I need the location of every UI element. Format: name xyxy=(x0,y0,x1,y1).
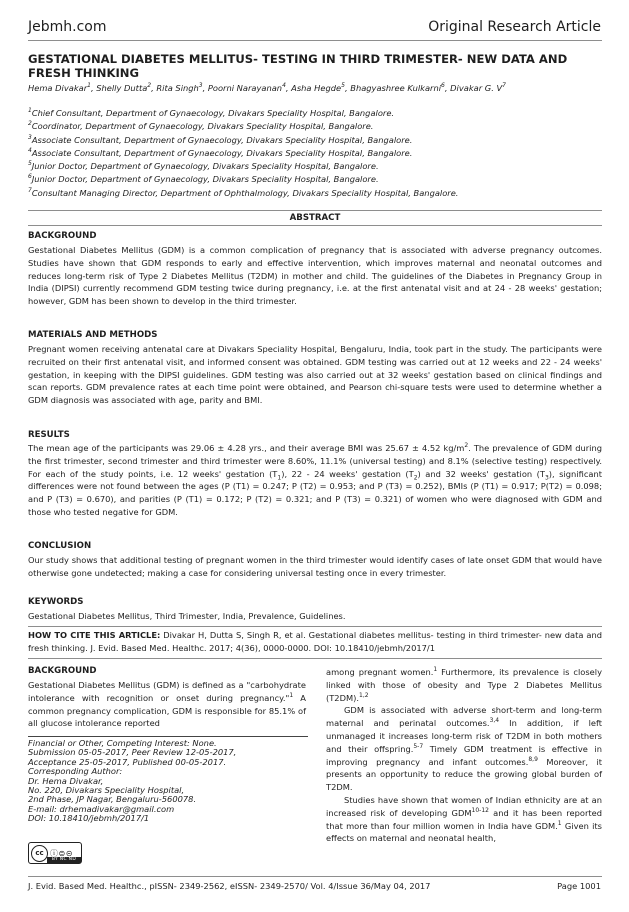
affiliation: $^7$Consultant Managing Director, Department of Ophthalmology, Divakars Speciality Hospital, Bangalore. xyxy=(28,187,459,198)
author: Rita Singh$^3$ xyxy=(156,82,203,93)
author: Asha Hegde$^5$ xyxy=(291,82,345,93)
abstract-results-text: The mean age of the participants was 29.06 ± 4.28 yrs., and their average BMI was 25.67 ± 4.52 $kg/m^2$. The prevalence of GDM during the first trimester, second trimester and third trimester were 8.60%, 11.1% (universal testing) and 8.1% (selective testing) respectively. For each of the study points, i.e. 12 weeks' gestation $(T_1)$, 22 - 24 weeks' gestation $(T_2)$ and 32 weeks' gestation $(T_3)$, significant differences were not found between the ages (P (T1) = 0.247; P (T2) = 0.953; and P (T3) = 0.252), BMIs (P (T1) = 0.917; P(T2) = 0.098; and P (T3) = 0.670), and parities (P (T1) = 0.172; P (T2) = 0.321; and P (T3) = 0.321) of women who were diagnosed with GDM and those who tested negative for GDM. xyxy=(28,442,602,517)
email[interactable]: E-mail: drhemadivakar@gmail.com xyxy=(28,803,175,814)
author: Shelly Dutta$^2$ xyxy=(96,82,152,93)
author: Divakar G. $V^7$ xyxy=(450,82,506,93)
competing-interest: Financial or Other, Competing Interest: None. xyxy=(28,738,217,748)
article-title: GESTATIONAL DIABETES MELLITUS- TESTING IN THIRD TRIMESTER- NEW DATA AND FRESH THINKING xyxy=(28,52,568,80)
section-heading-methods: MATERIALS AND METHODS xyxy=(28,330,158,340)
affiliation: $^6$Junior Doctor, Department of Gynaecology, Divakars Speciality Hospital, Bangalore. xyxy=(28,173,379,185)
article-info xyxy=(28,739,308,824)
paragraph: Studies have shown that women of Indian ethnicity are at an increased risk of developing GDM$^{10-12}$ and it has been reported that more than four million women in India have GDM.$^1$ Given its effects on maternal and neonatal health, xyxy=(326,794,603,844)
author: Bhagyashree Kulkarni$^6$ xyxy=(350,82,445,93)
submission-dates: Submission 05-05-2017, Peer Review 12-05-2017, xyxy=(28,747,237,758)
cc-license-badge[interactable] xyxy=(28,842,82,864)
paragraph: among pregnant women.$^1$ Furthermore, its prevalence is closely linked with those of obesity and Type 2 Diabetes Mellitus (T2DM).$^{1,2}$ xyxy=(326,666,602,703)
affiliation: $^1$Chief Consultant, Department of Gynaecology, Divakars Speciality Hospital, Bangalore. xyxy=(28,107,395,118)
affiliation: $^2$Coordinator, Department of Gynaecology, Divakars Speciality Hospital, Bangalore. xyxy=(28,120,374,132)
affiliation: $^5$Junior Doctor, Department of Gynaecology, Divakars Speciality Hospital, Bangalore. xyxy=(28,160,379,172)
body-heading-background: BACKGROUND xyxy=(28,666,97,676)
abstract-background-text: Gestational Diabetes Mellitus (GDM) is a common complication of pregnancy that is associated with adverse pregnancy outcomes. Studies have shown that GDM responds to early and effective intervention, which improves maternal and neonatal outcomes and reduces long-term risk of Type 2 Diabetes Mellitus (T2DM) in mother and child. The guidelines of the Diabetes in Pregnancy Group in India (DIPSI) currently recommend GDM testing twice during pregnancy, i.e. at the first antenatal visit and at 24 - 28 weeks' gestation; however, GDM has been shown to develop in the third trimester. xyxy=(28,245,602,307)
section-heading-conclusion: CONCLUSION xyxy=(28,541,92,551)
acceptance-dates: Acceptance 25-05-2017, Published 00-05-2017. xyxy=(28,756,227,767)
corresponding-label: Corresponding Author: xyxy=(28,766,123,777)
author: Hema Divakar$^1$ xyxy=(28,82,91,93)
address-line: 2nd Phase, JP Nagar, Bengaluru-560078. xyxy=(28,794,197,805)
corresponding-name: Dr. Hema Divakar, xyxy=(28,775,104,786)
body-right-text xyxy=(326,666,602,845)
header-rule xyxy=(28,40,602,41)
license-strip: BY NC ND xyxy=(47,857,81,863)
cc-icon: cc xyxy=(31,845,48,862)
keywords-text: Gestational Diabetes Mellitus, Third Trimester, India, Prevalence, Guidelines. xyxy=(28,611,346,621)
affiliation: $^3$Associate Consultant, Department of Gynaecology, Divakars Speciality Hospital, Bangalore. xyxy=(28,133,413,145)
address-line: No. 220, Divakars Speciality Hospital, xyxy=(28,785,185,796)
author: Poorni Narayanan$^4$ xyxy=(207,82,286,93)
abstract-heading: ABSTRACT xyxy=(28,210,602,226)
body-left-text: Gestational Diabetes Mellitus (GDM) is defined as a "carbohydrate intolerance with recognition or onset during pregnancy."$^1$ A common pregnancy complication, GDM is responsible for 85.1% of all glucose intolerance reported xyxy=(28,680,306,729)
cite-rule-top xyxy=(28,626,602,627)
page-number: Page 1001 xyxy=(557,881,601,891)
license-icons: ⓘ⊜⊝ xyxy=(50,848,73,858)
abstract-methods-text: Pregnant women receiving antenatal care at Divakars Speciality Hospital, Bengaluru, India, took part in the study. The participants were recruited on their first antenatal visit, and informed consent was obtained. GDM testing was carried out at 12 weeks and 22 - 24 weeks' gestation, in keeping with the DIPSI guidelines. GDM testing was also carried out at 32 weeks' gestation based on clinical findings and scan reports. GDM prevalence rates at each time point were obtained, and Pearson chi-square tests were used to determine whether a GDM diagnosis was associated with age, parity and BMI. xyxy=(28,344,602,406)
footer-journal: J. Evid. Based Med. Healthc., pISSN- 2349-2562, eISSN- 2349-2570/ Vol. 4/Issue 36/May 04, 2017 xyxy=(28,881,431,891)
section-heading-keywords: KEYWORDS xyxy=(28,597,84,607)
site-name: Jebmh.com xyxy=(28,19,107,35)
info-rule xyxy=(28,736,308,737)
section-heading-background: BACKGROUND xyxy=(28,231,97,241)
article-category: Original Research Article xyxy=(428,19,601,35)
doi[interactable]: DOI: 10.18410/jebmh/2017/1 xyxy=(28,813,150,824)
affiliation-list xyxy=(28,107,603,200)
author-list: Hema Divakar$^1$, Shelly Dutta$^2$, Rita Singh$^3$, Poorni Narayanan$^4$, Asha Hegde$^5$, Bhagyashree Kulkarni$^6$, Divakar G. $V^7$ xyxy=(28,82,506,93)
abstract-conclusion-text: Our study shows that additional testing of pregnant women in the third trimester would identify cases of late onset GDM that would have otherwise gone undetected; making a case for considering universal testing once in every trimester. xyxy=(28,555,602,578)
cite-rule-bottom xyxy=(28,658,602,659)
citation: HOW TO CITE THIS ARTICLE: Divakar H, Dutta S, Singh R, et al. Gestational diabetes mellitus- testing in third trimester- new data and fresh thinking. J. Evid. Based Med. Healthc. 2017; 4(36), 0000-0000. DOI: 10.18410/jebmh/2017/1 xyxy=(28,630,603,653)
footer-rule xyxy=(28,876,602,877)
paragraph: GDM is associated with adverse short-term and long-term maternal and perinatal outcomes.$^{3,4}$ In addition, if left unmanaged it increases long-term risk of T2DM in both mothers and their offspring.$^{5-7}$ Timely GDM treatment is effective in improving pregnancy and infant outcomes.$^{8,9}$ Moreover, it presents an opportunity to reduce the growing global burden of T2DM. xyxy=(326,705,603,793)
section-heading-results: RESULTS xyxy=(28,430,70,440)
affiliation: $^4$Associate Consultant, Department of Gynaecology, Divakars Speciality Hospital, Bangalore. xyxy=(28,147,413,158)
